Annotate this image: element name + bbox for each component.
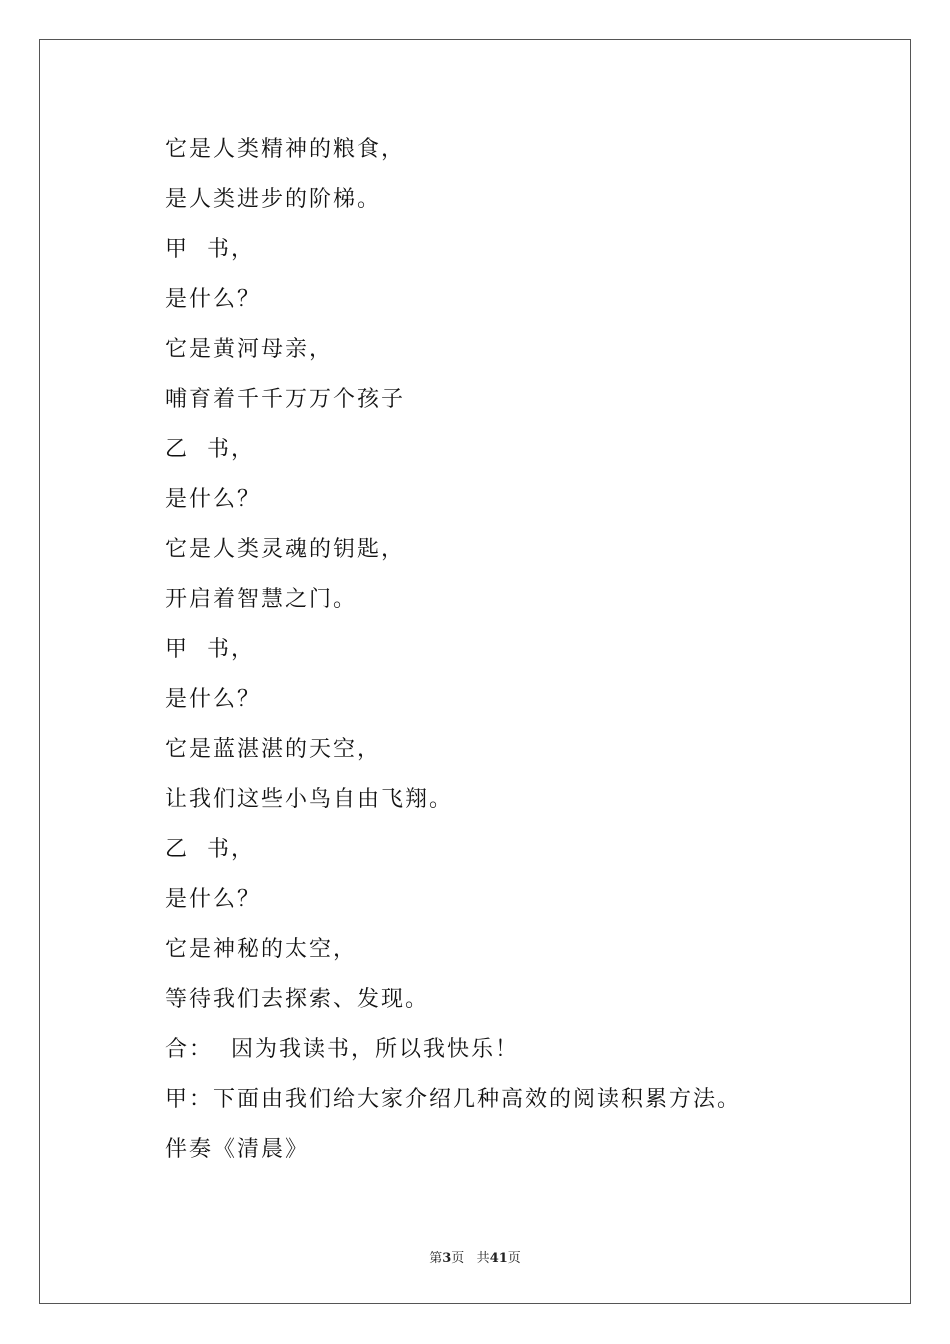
text-line: 伴奏《清晨》: [165, 1137, 310, 1162]
text-line: 等待我们去探索、发现。: [165, 987, 430, 1012]
total-suffix: 页: [507, 1251, 521, 1266]
text-line: 它是黄河母亲，: [165, 337, 334, 362]
text-line: 是什么？: [165, 887, 262, 912]
text-line: 乙 书，: [165, 437, 255, 462]
text-line: 让我们这些小鸟自由飞翔。: [165, 787, 454, 812]
text-line: 是什么？: [165, 287, 262, 312]
text-line: 是什么？: [165, 487, 262, 512]
text-line: 它是人类精神的粮食，: [165, 137, 406, 162]
text-line: 甲 书，: [165, 237, 255, 262]
current-page-number: 3: [442, 1251, 452, 1266]
text-line: 是什么？: [165, 687, 262, 712]
text-line: 甲：下面由我们给大家介绍几种高效的阅读积累方法。: [165, 1087, 742, 1112]
page-prefix: 第: [429, 1251, 443, 1266]
page-footer: [0, 1247, 950, 1266]
total-prefix: 共: [476, 1251, 490, 1266]
text-line: 是人类进步的阶梯。: [165, 187, 382, 212]
text-line: 哺育着千千万万个孩子: [165, 387, 406, 412]
text-line: 它是蓝湛湛的天空，: [165, 737, 382, 762]
text-line: 甲 书，: [165, 637, 255, 662]
document-body: [165, 130, 741, 1180]
page-suffix: 页: [451, 1251, 465, 1266]
text-line: 乙 书，: [165, 837, 255, 862]
text-line: 它是神秘的太空，: [165, 937, 358, 962]
text-line: 合： 因为我读书，所以我快乐！: [165, 1037, 519, 1062]
text-line: 它是人类灵魂的钥匙，: [165, 537, 406, 562]
total-pages-number: 41: [489, 1251, 508, 1266]
text-line: 开启着智慧之门。: [165, 587, 358, 612]
